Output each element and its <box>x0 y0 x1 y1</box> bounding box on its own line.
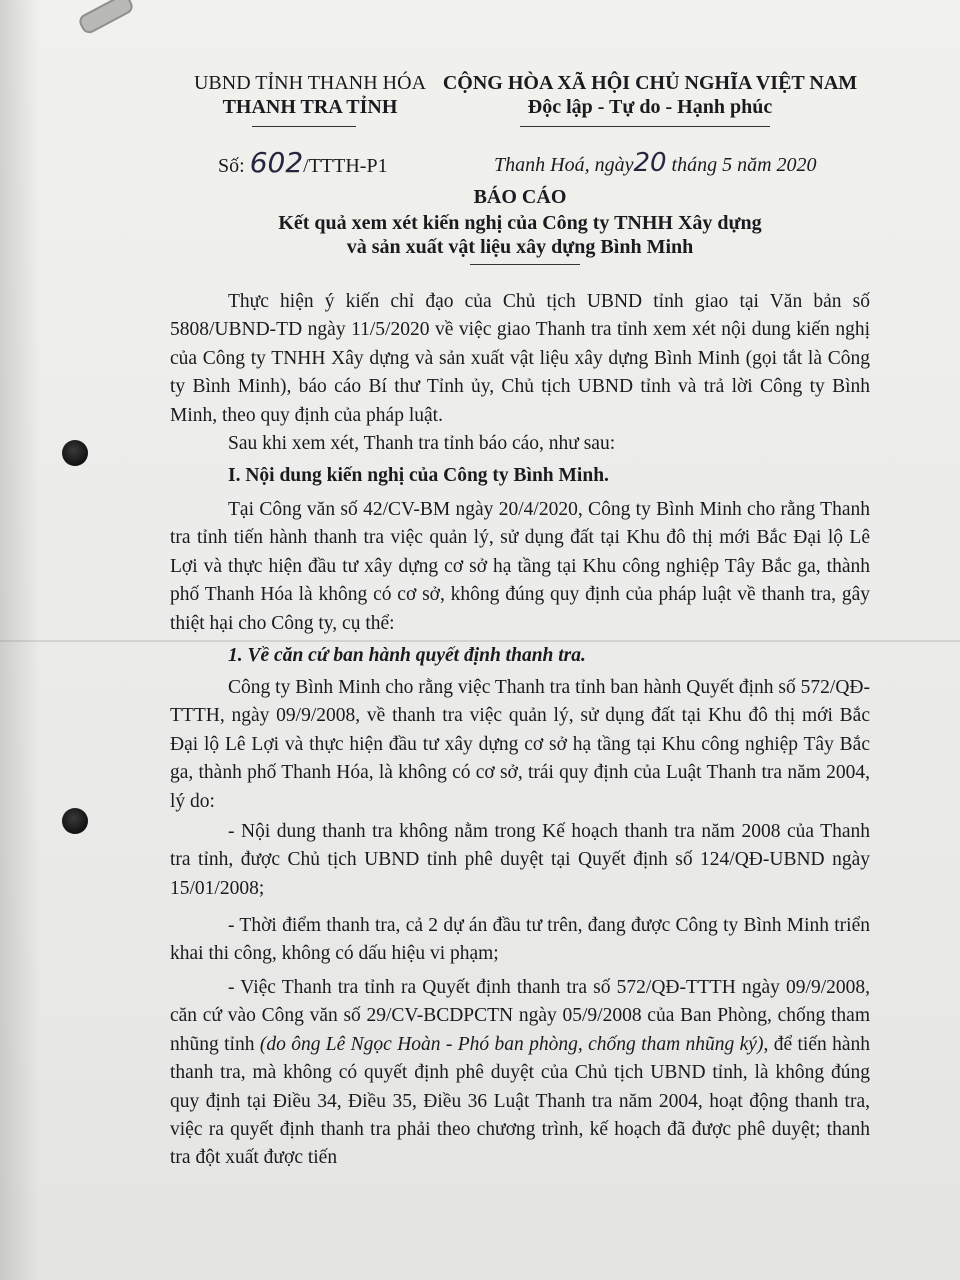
paragraph-3: Tại Công văn số 42/CV-BM ngày 20/4/2020, Công ty Bình Minh cho rằng Thanh tra tỉnh tiến hành thanh tra việc quản lý, sử dụng đất tại Khu đô thị mới Bắc Đại lộ Lê Lợi và thực hiện đầu tư xây dựng cơ sở hạ tầng tại Khu công nghiệp Tây Bắc ga, thành phố Thanh Hóa là không có cơ sở, không đúng quy định của pháp luật về thanh tra, gây thiệt hại cho Công ty, cụ thể: <box>170 499 870 634</box>
punch-hole-top <box>62 440 88 466</box>
paragraph-7-part-a: - Việc Thanh tra tỉnh ra Quyết định thanh tra số 572/QĐ-TTTH ngày 09/9/2008, căn cứ vào Công văn số 29/CV-BCDPCTN ngày 05/9/2008 của Ban Phòng, chống tham nhũng tỉnh <box>170 977 870 1055</box>
national-motto: Độc lập - Tự do - Hạnh phúc <box>527 96 773 118</box>
agency-underline <box>252 126 356 127</box>
number-suffix: /TTTH-P1 <box>303 155 388 177</box>
paragraph-4: Công ty Bình Minh cho rằng việc Thanh tra tỉnh ban hành Quyết định số 572/QĐ-TTTH, ngày 09/9/2008, về thanh tra việc quản lý, sử dụng đất tại Khu đô thị mới Bắc Đại lộ Lê Lợi và thực hiện đầu tư xây dựng cơ sở hạ tầng tại Khu công nghiệp Tây Bắc ga, thành phố Thanh Hóa, là không có cơ sở, trái quy định của Luật Thanh tra năm 2004, lý do: <box>170 677 870 812</box>
paragraph-6: - Thời điểm thanh tra, cả 2 dự án đầu tư trên, đang được Công ty Bình Minh triển khai thi công, không có dấu hiệu vi phạm; <box>170 915 870 965</box>
place-date <box>494 148 817 178</box>
document-type: BÁO CÁO <box>473 186 567 208</box>
paper-clip <box>77 0 136 36</box>
document-number <box>218 146 388 179</box>
nation-title: CỘNG HÒA XÃ HỘI CHỦ NGHĨA VIỆT NAM <box>442 72 858 94</box>
date-suffix: tháng 5 năm 2020 <box>671 154 817 176</box>
motto-underline <box>520 126 770 127</box>
agency-name: THANH TRA TỈNH <box>222 96 398 118</box>
subject-underline <box>470 264 580 265</box>
subject-line-1: Kết quả xem xét kiến nghị của Công ty TNHH Xây dựng <box>278 212 762 234</box>
date-prefix: Thanh Hoá, ngày <box>494 154 634 176</box>
number-prefix: Số: <box>218 155 245 177</box>
agency-parent: UBND TỈNH THANH HÓA <box>193 72 427 94</box>
paragraph-7-part-b: , để tiến hành thanh tra, mà không có quyết định phê duyệt của Chủ tịch UBND tỉnh, là không đúng quy định tại Điều 34, Điều 35, Điều 36 Luật Thanh tra năm 2004, hoạt động thanh tra, việc ra quyết định thanh tra phải theo chương trình, kế hoạch đã được phê duyệt; thanh tra đột xuất được tiến <box>170 1033 870 1169</box>
paragraph-7-italic: (do ông Lê Ngọc Hoàn - Phó ban phòng, chống tham nhũng ký) <box>259 1033 764 1055</box>
paragraph-1: Thực hiện ý kiến chỉ đạo của Chủ tịch UBND tỉnh giao tại Văn bản số 5808/UBND-TD ngày 11/5/2020 về việc giao Thanh tra tỉnh xem xét nội dung kiến nghị của Công ty TNHH Xây dựng và sản xuất vật liệu xây dựng Bình Minh (gọi tắt là Công ty Bình Minh), báo cáo Bí thư Tỉnh ủy, Chủ tịch UBND tỉnh và trả lời Công ty Bình Minh, theo quy định của pháp luật. <box>170 291 870 426</box>
handwritten-number: 602 <box>249 146 304 179</box>
subheading-1: 1. Về căn cứ ban hành quyết định thanh tra. <box>228 645 586 666</box>
paragraph-2: Sau khi xem xét, Thanh tra tỉnh báo cáo, như sau: <box>228 433 616 454</box>
paragraph-7 <box>170 974 870 1173</box>
punch-hole-bottom <box>62 808 88 834</box>
paragraph-5: - Nội dung thanh tra không nằm trong Kế hoạch thanh tra năm 2008 của Thanh tra tỉnh, được Chủ tịch UBND tỉnh phê duyệt tại Quyết định số 124/QĐ-UBND ngày 15/01/2008; <box>170 821 870 899</box>
subject-line-2: và sản xuất vật liệu xây dựng Bình Minh <box>346 236 694 258</box>
handwritten-day: 20 <box>633 148 667 178</box>
section-heading-1: I. Nội dung kiến nghị của Công ty Bình Minh. <box>228 465 609 486</box>
